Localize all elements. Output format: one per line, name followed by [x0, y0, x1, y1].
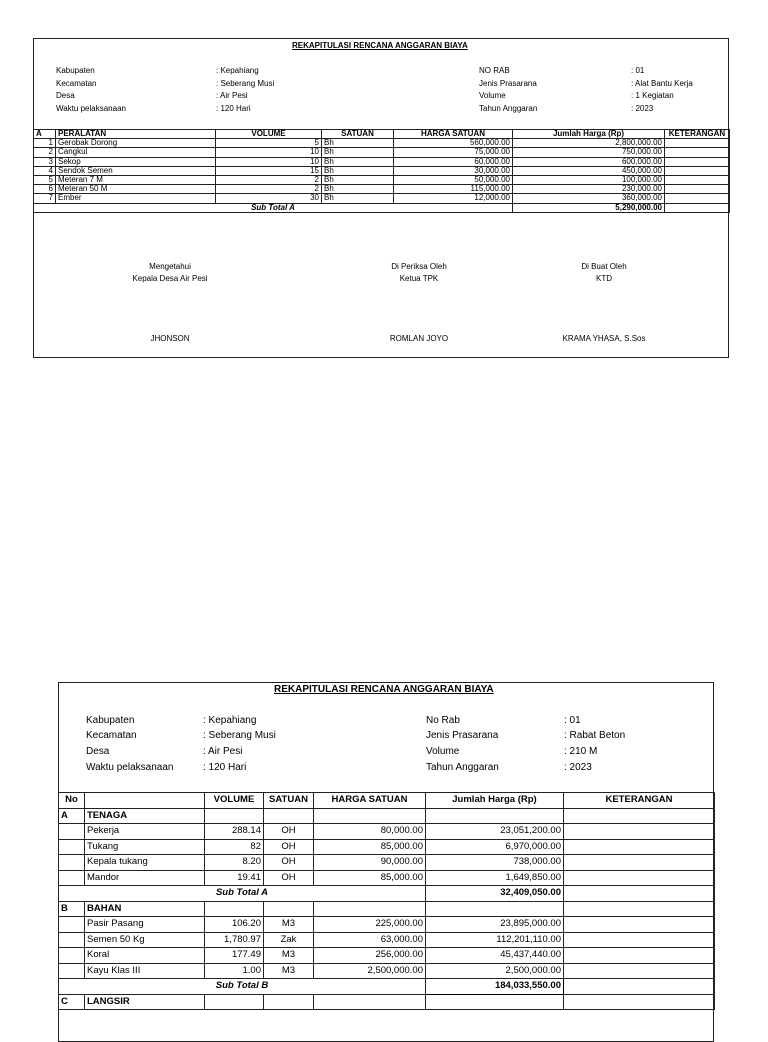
cell-satuan: OH — [264, 870, 314, 886]
cell-jumlah: 100,000.00 — [513, 175, 665, 184]
doc1-title: REKAPITULASI RENCANA ANGGARAN BIAYA — [292, 41, 468, 50]
doc2-info-label: Kecamatan — [86, 730, 137, 741]
doc1-info-value: : 2023 — [631, 104, 654, 113]
subtotal-value: 5,290,000.00 — [513, 203, 665, 212]
cell-harga: 75,000.00 — [394, 148, 513, 157]
cell-harga: 90,000.00 — [314, 855, 426, 871]
header-volume: VOLUME — [205, 793, 264, 809]
doc2-info-label: Waktu pelaksanaan — [86, 762, 174, 773]
doc1-info-value: : 1 Kegiatan — [631, 91, 674, 100]
doc2-info-value: : 2023 — [564, 762, 592, 773]
header-harga: HARGA SATUAN — [394, 130, 513, 139]
doc2-info-value: : 120 Hari — [203, 762, 247, 773]
section-code: B — [59, 901, 85, 917]
cell-item: Kayu Klas III — [85, 963, 205, 979]
signature-title: Di Periksa Oleh — [391, 262, 447, 271]
signature-name: ROMLAN JOYO — [389, 334, 449, 343]
table-row — [59, 870, 715, 886]
doc1-info-value: : Alat Bantu Kerja — [631, 79, 693, 88]
cell-satuan: OH — [264, 839, 314, 855]
table-row — [34, 194, 730, 203]
doc2-info-label: No Rab — [426, 715, 460, 726]
header-harga: HARGA SATUAN — [314, 793, 426, 809]
cell-no: 6 — [34, 185, 56, 194]
doc1-cost-table — [33, 129, 730, 213]
cell-harga: 63,000.00 — [314, 932, 426, 948]
signature-title: Mengetahui — [149, 262, 191, 271]
cell-satuan: OH — [264, 855, 314, 871]
cell-satuan: Bh — [322, 148, 394, 157]
header-keterangan: KETERANGAN — [564, 793, 715, 809]
cell-item: Sekop — [56, 157, 216, 166]
header-no: No — [59, 793, 85, 809]
cell-harga: 60,000.00 — [394, 157, 513, 166]
cell-satuan: M3 — [264, 963, 314, 979]
doc2-cost-table — [58, 792, 715, 1010]
cell-jumlah: 450,000.00 — [513, 166, 665, 175]
cell-volume: 5 — [216, 139, 322, 148]
header-keterangan: KETERANGAN — [665, 130, 730, 139]
table-row — [34, 185, 730, 194]
doc1-info-label: Kabupaten — [56, 66, 95, 75]
doc2-info-value: : Seberang Musi — [203, 730, 276, 741]
doc1-info-label: Kecamatan — [56, 79, 97, 88]
table-row — [59, 855, 715, 871]
cell-item: Meteran 50 M — [56, 185, 216, 194]
section-row — [59, 994, 715, 1010]
table-row — [34, 148, 730, 157]
cell-harga: 50,000.00 — [394, 175, 513, 184]
cell-satuan: M3 — [264, 948, 314, 964]
table-header-row — [34, 130, 730, 139]
cell-satuan: Bh — [322, 157, 394, 166]
header-volume: VOLUME — [216, 130, 322, 139]
doc1-info-label: Desa — [56, 91, 75, 100]
doc2-info-value: : Air Pesi — [203, 746, 243, 757]
cell-satuan: M3 — [264, 917, 314, 933]
doc1-info-label: NO RAB — [479, 66, 510, 75]
cell-volume: 1,780.97 — [205, 932, 264, 948]
header-satuan: SATUAN — [264, 793, 314, 809]
subtotal-row — [59, 979, 715, 995]
cell-jumlah: 6,970,000.00 — [426, 839, 564, 855]
cell-jumlah: 2,500,000.00 — [426, 963, 564, 979]
cell-item: Gerobak Dorong — [56, 139, 216, 148]
doc2-info-label: Volume — [426, 746, 460, 757]
doc1-info-label: Waktu pelaksanaan — [56, 104, 126, 113]
cell-item: Mandor — [85, 870, 205, 886]
cell-keterangan — [665, 194, 730, 203]
doc1-info-value: : 01 — [631, 66, 645, 75]
cell-jumlah: 360,000.00 — [513, 194, 665, 203]
doc1-info-value: : Air Pesi — [216, 91, 248, 100]
table-row — [59, 932, 715, 948]
cell-keterangan — [665, 139, 730, 148]
cell-harga: 85,000.00 — [314, 870, 426, 886]
table-row — [34, 175, 730, 184]
cell-item: Koral — [85, 948, 205, 964]
cell-no: 7 — [34, 194, 56, 203]
doc2-title: REKAPITULASI RENCANA ANGGARAN BIAYA — [274, 684, 494, 695]
doc2-info-label: Kabupaten — [86, 715, 135, 726]
cell-volume: 1.00 — [205, 963, 264, 979]
subtotal-row — [59, 886, 715, 902]
cell-jumlah: 230,000.00 — [513, 185, 665, 194]
cell-jumlah: 1,649,850.00 — [426, 870, 564, 886]
cell-jumlah: 45,437,440.00 — [426, 948, 564, 964]
table-row — [59, 839, 715, 855]
cell-jumlah: 23,051,200.00 — [426, 824, 564, 840]
cell-no: 2 — [34, 148, 56, 157]
signature-title: Di Buat Oleh — [581, 262, 627, 271]
table-row — [59, 824, 715, 840]
cell-jumlah: 2,800,000.00 — [513, 139, 665, 148]
doc1-info-value: : Seberang Musi — [216, 79, 275, 88]
doc2-info-value: : Rabat Beton — [564, 730, 626, 741]
cell-item: Kepala tukang — [85, 855, 205, 871]
cell-satuan: Bh — [322, 194, 394, 203]
header-item: PERALATAN — [56, 130, 216, 139]
doc2-info-label: Tahun Anggaran — [426, 762, 499, 773]
cell-keterangan — [665, 175, 730, 184]
header-jumlah: Jumlah Harga (Rp) — [426, 793, 564, 809]
table-row — [34, 139, 730, 148]
cell-volume: 10 — [216, 157, 322, 166]
signature-name: KRAMA YHASA, S.Sos — [562, 334, 646, 343]
cell-harga: 225,000.00 — [314, 917, 426, 933]
section-code: C — [59, 994, 85, 1010]
subtotal-value: 32,409,050.00 — [426, 886, 564, 902]
cell-keterangan — [665, 185, 730, 194]
cell-jumlah: 738,000.00 — [426, 855, 564, 871]
cell-jumlah: 23,895,000.00 — [426, 917, 564, 933]
cell-item: Sendok Semen — [56, 166, 216, 175]
signature-role: Kepala Desa Air Pesi — [132, 274, 208, 283]
cell-volume: 177.49 — [205, 948, 264, 964]
table-header-row — [59, 793, 715, 809]
cell-volume: 106.20 — [205, 917, 264, 933]
cell-satuan: Bh — [322, 166, 394, 175]
doc2-info-value: : 01 — [564, 715, 581, 726]
cell-harga: 115,000.00 — [394, 185, 513, 194]
cell-item: Meteran 7 M — [56, 175, 216, 184]
cell-jumlah: 600,000.00 — [513, 157, 665, 166]
signature-role: KTD — [596, 274, 612, 283]
cell-keterangan — [665, 148, 730, 157]
table-row — [59, 963, 715, 979]
doc1-info-label: Tahun Anggaran — [479, 104, 538, 113]
header-satuan: SATUAN — [322, 130, 394, 139]
table-row — [59, 948, 715, 964]
cell-harga: 560,000.00 — [394, 139, 513, 148]
cell-keterangan — [665, 166, 730, 175]
cell-volume: 30 — [216, 194, 322, 203]
cell-keterangan — [665, 157, 730, 166]
cell-satuan: Bh — [322, 139, 394, 148]
subtotal-row — [34, 203, 730, 212]
cell-no: 5 — [34, 175, 56, 184]
subtotal-label: Sub Total A — [59, 886, 426, 902]
cell-volume: 19.41 — [205, 870, 264, 886]
subtotal-value: 184,033,550.00 — [426, 979, 564, 995]
cell-jumlah: 112,201,110.00 — [426, 932, 564, 948]
cell-harga: 12,000.00 — [394, 194, 513, 203]
cell-harga: 256,000.00 — [314, 948, 426, 964]
cell-item: Ember — [56, 194, 216, 203]
cell-satuan: Bh — [322, 175, 394, 184]
section-name: TENAGA — [85, 808, 205, 824]
header-item — [85, 793, 205, 809]
cell-volume: 2 — [216, 185, 322, 194]
doc2-info-value: : 210 M — [564, 746, 598, 757]
cell-volume: 288.14 — [205, 824, 264, 840]
cell-volume: 10 — [216, 148, 322, 157]
cell-item: Tukang — [85, 839, 205, 855]
cell-harga: 80,000.00 — [314, 824, 426, 840]
cell-volume: 8.20 — [205, 855, 264, 871]
cell-volume: 15 — [216, 166, 322, 175]
cell-no: 3 — [34, 157, 56, 166]
table-row — [34, 157, 730, 166]
cell-item: Pekerja — [85, 824, 205, 840]
doc2-info-label: Desa — [86, 746, 110, 757]
cell-item: Semen 50 Kg — [85, 932, 205, 948]
cell-keterangan — [665, 203, 730, 212]
doc1-info-value: : 120 Hari — [216, 104, 251, 113]
section-row — [59, 808, 715, 824]
cell-satuan: Zak — [264, 932, 314, 948]
doc2-info-value: : Kepahiang — [203, 715, 257, 726]
section-name: LANGSIR — [85, 994, 205, 1010]
table-row — [34, 166, 730, 175]
cell-no: 4 — [34, 166, 56, 175]
cell-jumlah: 750,000.00 — [513, 148, 665, 157]
cell-volume: 82 — [205, 839, 264, 855]
cell-harga: 85,000.00 — [314, 839, 426, 855]
section-row — [59, 901, 715, 917]
table-row — [59, 917, 715, 933]
cell-item: Cangkul — [56, 148, 216, 157]
cell-harga: 30,000.00 — [394, 166, 513, 175]
doc2-info-label: Jenis Prasarana — [426, 730, 499, 741]
doc1-info-label: Jenis Prasarana — [479, 79, 537, 88]
cell-harga: 2,500,000.00 — [314, 963, 426, 979]
cell-satuan: OH — [264, 824, 314, 840]
doc1-info-label: Volume — [479, 91, 506, 100]
cell-item: Pasir Pasang — [85, 917, 205, 933]
cell-no: 1 — [34, 139, 56, 148]
cell-satuan: Bh — [322, 185, 394, 194]
subtotal-label: Sub Total B — [59, 979, 426, 995]
section-code: A — [59, 808, 85, 824]
signature-name: JHONSON — [150, 334, 190, 343]
signature-role: Ketua TPK — [399, 274, 439, 283]
header-jumlah: Jumlah Harga (Rp) — [513, 130, 665, 139]
header-no: A — [34, 130, 56, 139]
subtotal-label: Sub Total A — [34, 203, 513, 212]
section-name: BAHAN — [85, 901, 205, 917]
cell-volume: 2 — [216, 175, 322, 184]
doc1-info-value: : Kepahiang — [216, 66, 259, 75]
